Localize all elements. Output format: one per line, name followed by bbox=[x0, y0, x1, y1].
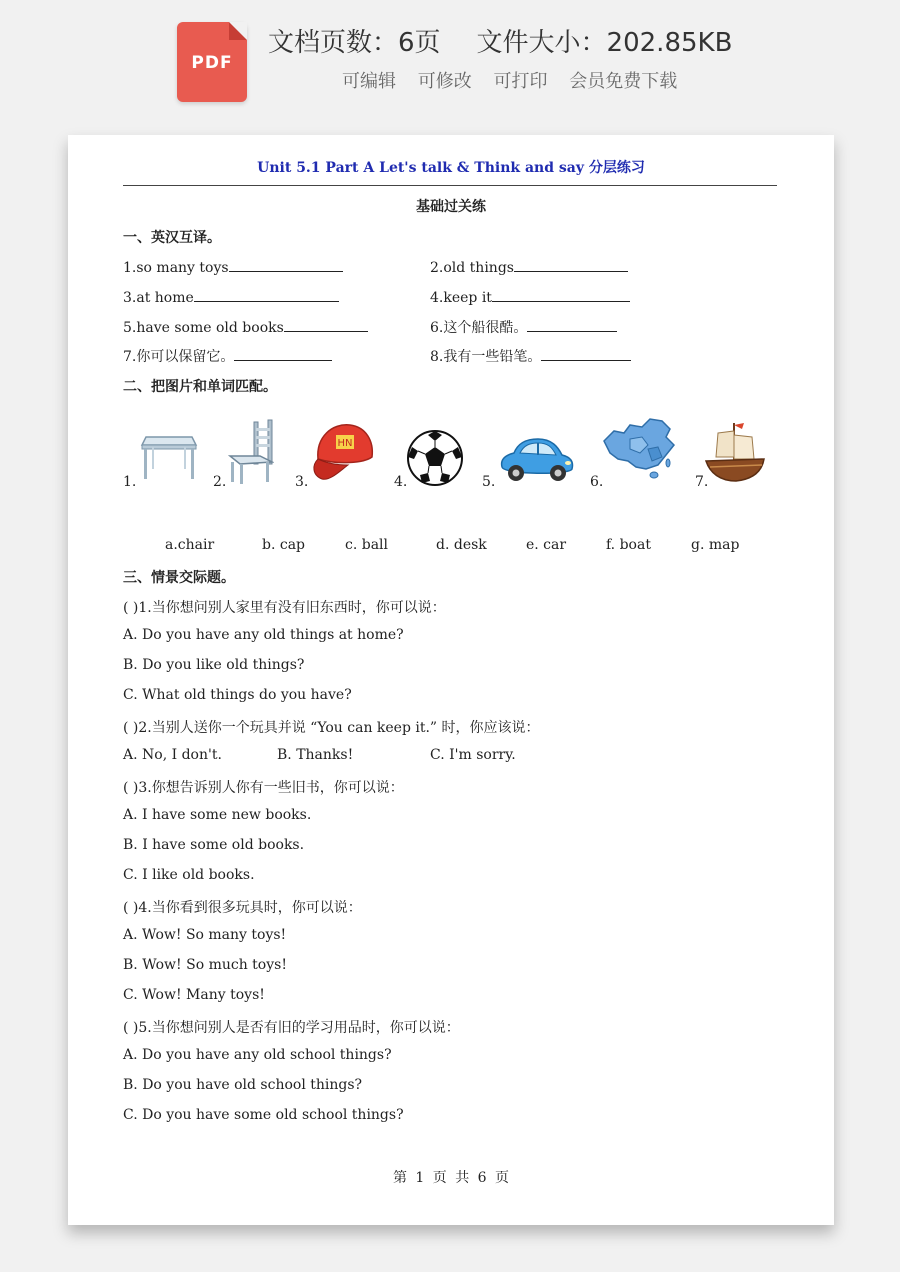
document-info-banner bbox=[0, 0, 900, 120]
ball-icon bbox=[406, 429, 464, 487]
question-option: B. Thanks! bbox=[277, 747, 354, 763]
section-level-title: 基础过关练 bbox=[416, 199, 486, 215]
picture-number: 2. bbox=[213, 474, 227, 490]
feature-list bbox=[342, 67, 687, 93]
question-prompt: ( )2.当别人送你一个玩具并说 “You can keep it.” 时，你应该说： bbox=[123, 720, 540, 736]
question-option: A. No, I don't. bbox=[123, 747, 222, 763]
picture-number: 4. bbox=[394, 474, 408, 490]
section3-heading: 三、情景交际题。 bbox=[123, 570, 235, 586]
cap-icon bbox=[308, 419, 376, 485]
feature-member-download: 会员免费下载 bbox=[569, 71, 678, 92]
section2-heading: 二、把图片和单词匹配。 bbox=[123, 379, 277, 395]
translation-item: 2.old things bbox=[430, 257, 628, 276]
map-icon bbox=[600, 415, 678, 481]
picture-number: 7. bbox=[695, 474, 709, 490]
translation-item: 3.at home bbox=[123, 287, 339, 306]
match-word: a.chair bbox=[165, 537, 215, 553]
question-prompt: ( )5.当你想问别人是否有旧的学习用品时，你可以说： bbox=[123, 1020, 460, 1036]
feature-printable: 可打印 bbox=[493, 71, 548, 92]
question-option: A. Do you have any old school things? bbox=[123, 1047, 392, 1063]
translation-item: 8.我有一些铅笔。 bbox=[430, 346, 631, 366]
question-option: C. What old things do you have? bbox=[123, 687, 352, 703]
svg-text:HN: HN bbox=[337, 438, 353, 449]
translation-item: 5.have some old books bbox=[123, 317, 368, 336]
file-size: 文件大小：202.85KB bbox=[476, 28, 733, 58]
car-icon bbox=[496, 433, 576, 487]
question-option: B. Do you have old school things? bbox=[123, 1077, 363, 1093]
page-count: 文档页数：6页 bbox=[268, 28, 441, 58]
feature-editable: 可编辑 bbox=[342, 71, 396, 92]
question-option: A. Wow! So many toys! bbox=[123, 927, 287, 943]
question-option: C. I'm sorry. bbox=[430, 747, 516, 763]
match-word: e. car bbox=[526, 537, 567, 553]
picture-number: 1. bbox=[123, 474, 137, 490]
section1-heading: 一、英汉互译。 bbox=[123, 230, 221, 246]
feature-modifiable: 可修改 bbox=[417, 71, 472, 92]
question-option: C. Wow! Many toys! bbox=[123, 987, 265, 1003]
question-option: C. Do you have some old school things? bbox=[123, 1107, 404, 1123]
match-word: d. desk bbox=[436, 537, 487, 553]
translation-item: 6.这个船很酷。 bbox=[430, 317, 617, 337]
match-word: c. ball bbox=[345, 537, 389, 553]
question-option: B. I have some old books. bbox=[123, 837, 305, 853]
desk-icon bbox=[140, 431, 198, 481]
picture-number: 3. bbox=[295, 474, 309, 490]
pdf-badge-label: PDF bbox=[191, 53, 233, 73]
picture-number: 6. bbox=[590, 474, 604, 490]
question-prompt: ( )1.当你想问别人家里有没有旧东西时，你可以说： bbox=[123, 600, 446, 616]
chair-icon bbox=[226, 418, 274, 484]
pdf-file-icon bbox=[177, 22, 247, 102]
question-option: A. I have some new books. bbox=[123, 807, 312, 823]
match-word: b. cap bbox=[262, 537, 306, 553]
question-option: A. Do you have any old things at home? bbox=[123, 627, 404, 643]
match-word: g. map bbox=[691, 537, 740, 553]
question-prompt: ( )4.当你看到很多玩具时，你可以说： bbox=[123, 900, 362, 916]
document-title: Unit 5.1 Part A Let's talk & Think and say 分层练习 bbox=[257, 160, 645, 176]
boat-icon bbox=[704, 419, 766, 485]
match-word: f. boat bbox=[606, 537, 651, 553]
document-meta bbox=[268, 22, 732, 59]
question-option: C. I like old books. bbox=[123, 867, 255, 883]
question-option: B. Do you like old things? bbox=[123, 657, 305, 673]
picture-number: 5. bbox=[482, 474, 496, 490]
question-prompt: ( )3.你想告诉别人你有一些旧书，你可以说： bbox=[123, 780, 404, 796]
title-divider bbox=[123, 185, 777, 186]
document-page bbox=[68, 135, 834, 1225]
translation-item: 7.你可以保留它。 bbox=[123, 346, 332, 366]
translation-item: 4.keep it bbox=[430, 287, 630, 306]
translation-item: 1.so many toys bbox=[123, 257, 343, 276]
question-option: B. Wow! So much toys! bbox=[123, 957, 287, 973]
page-footer: 第 1 页 共 6 页 bbox=[392, 1170, 510, 1186]
